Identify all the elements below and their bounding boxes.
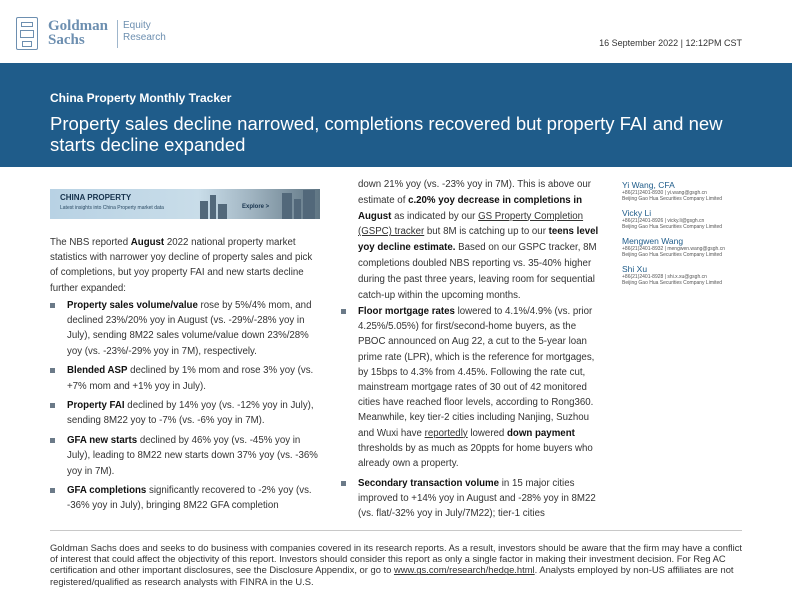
goldman-sachs-logo [48, 19, 108, 47]
promo-building-graphic [200, 201, 208, 219]
analyst-sidebar [622, 180, 772, 292]
analyst-firm: Beijing Gao Hua Securities Company Limited [622, 252, 723, 258]
publication-dateline: 16 September 2022 | 12:12PM CST [599, 38, 742, 48]
brand-line-1: Goldman [48, 18, 109, 34]
promo-building-graphic [303, 190, 315, 219]
brand-line-2: Sachs [48, 32, 85, 48]
reportedly-link[interactable]: reportedly [424, 427, 468, 439]
analyst-contact[interactable]: +86(21)2401-8932 | mengwen.wang@gsgh.cn [622, 246, 725, 252]
analyst-name[interactable]: Yi Wang, CFA [622, 180, 675, 190]
disclaimer-text: Goldman Sachs does and seeks to do business with companies covered in its research reports. As a result, investors should be aware that the firm may have a conflict of interest that could affect the objectivity of this report. Investors should consider this report as only a single factor in making their investment decision. For Reg AC certification and other important disclosures, see the Disclosure Appendix, or go to www.gs.com/research/hedge.html. Analysts employed by non-US affiliates are not registered/qualified as research analysts with FINRA in the U.S. [50, 542, 743, 587]
analyst-name[interactable]: Mengwen Wang [622, 236, 684, 246]
report-title: Property sales decline narrowed, completions recovered but property FAI and new starts decline expanded [50, 113, 723, 155]
bullet-square-icon [50, 403, 55, 408]
research-line-1: Equity [123, 20, 151, 31]
bullet-secondary-transactions: Secondary transaction volume in 15 major cities improved to +14% yoy in August and -28% yoy in 8M22 (vs. flat/-32% yoy in July/7M22); tier-1 cities [341, 476, 606, 522]
bullet-square-icon [50, 438, 55, 443]
bullet-sales-volume: Property sales volume/value rose by 5%/4% mom, and declined 23%/20% yoy in August (vs. -29%/-28% yoy in July), sending 8M22 sales volume/value down 23%/28% yoy (vs. -23%/-29% yoy in 7M), respectively. [50, 298, 325, 359]
analyst-firm: Beijing Gao Hua Securities Company Limited [622, 196, 723, 202]
analyst-contact[interactable]: +86(21)2401-8930 | yi.wang@gsgh.cn [622, 190, 707, 196]
gao-hua-seal-logo [16, 17, 38, 50]
analyst-contact[interactable]: +86(21)2401-8928 | shi.x.xu@gsgh.cn [622, 274, 707, 280]
analyst-card [622, 180, 772, 202]
bullet-square-icon [341, 309, 346, 314]
intro-paragraph: The NBS reported August 2022 national property market statistics with narrower yoy decline of property sales and pick of completions, but yoy property FAI and new starts decline further expanded: [50, 237, 313, 294]
key-stats-bullet-list [50, 298, 325, 518]
promo-building-graphic [294, 199, 301, 219]
analyst-firm: Beijing Gao Hua Securities Company Limited [622, 224, 723, 230]
china-property-promo-banner[interactable] [50, 189, 320, 219]
bullet-blended-asp: Blended ASP declined by 1% mom and rose 3% yoy (vs. +7% mom and +1% yoy in July). [50, 363, 325, 393]
analyst-card [622, 264, 772, 286]
promo-title: CHINA PROPERTY [60, 193, 132, 202]
bullet-square-icon [50, 368, 55, 373]
market-bullet-list [341, 304, 606, 526]
analyst-contact[interactable]: +86(21)2401-8926 | vicky.li@gsgh.cn [622, 218, 705, 224]
bullet-square-icon [341, 481, 346, 486]
bullet-square-icon [50, 488, 55, 493]
title-banner [0, 63, 792, 167]
gspc-tracker-link[interactable]: GS Property Completion (GSPC) tracker [358, 210, 584, 238]
analyst-name[interactable]: Shi Xu [622, 264, 648, 274]
bullet-gfa-completions: GFA completions significantly recovered to -2% yoy (vs. -36% yoy in July), bringing 8M22 GFA completion [50, 483, 325, 513]
analyst-firm: Beijing Gao Hua Securities Company Limited [622, 280, 723, 286]
disclosure-link[interactable]: www.gs.com/research/hedge.html [393, 564, 535, 576]
completions-continued-paragraph: down 21% yoy (vs. -23% yoy in 7M). This is above our estimate of c.20% yoy decrease in completions in August as indicated by our GS Property Completion (GSPC) tracker but 8M is catching up to our teens level yoy decline estimate. Based on our GSPC tracker, 8M completions doubled NBS reporting vs. 35-40% higher during the past three years, leaving room for sequential catch-up within the upcoming months. [358, 179, 599, 301]
seal-glyph-middle [20, 30, 34, 38]
promo-subtitle: Latest insights into China Property market data [60, 205, 164, 211]
research-label [123, 20, 166, 44]
analyst-name[interactable]: Vicky Li [622, 208, 652, 218]
bullet-mortgage-rates: Floor mortgage rates lowered to 4.1%/4.9% (vs. prior 4.25%/5.05%) for first/second-home buyers, as the PBOC announced on Aug 22, a cut to the 5-year loan prime rate (LPR), which is the reference for mortgages, by 15bps to 4.3% from 4.45%. Following the rate cut, mainstream mortgage rates of 30 out of 42 monitored cities have reached floor levels, according to Rong360. Meanwhile, key tier-2 cities including Nanjing, Suzhou and Wuxi have reportedly lowered down payment thresholds by as much as 20ppts for home buyers who already own a property. [341, 304, 606, 471]
promo-building-graphic [218, 204, 227, 219]
seal-glyph-top [21, 22, 33, 27]
analyst-card [622, 208, 772, 230]
bullet-square-icon [50, 303, 55, 308]
analyst-card [622, 236, 772, 258]
bullet-property-fai: Property FAI declined by 14% yoy (vs. -12% yoy in July), sending 8M22 yoy to -7% (vs. -6% yoy in 7M). [50, 398, 325, 428]
promo-building-graphic [210, 195, 216, 219]
bullet-gfa-new-starts: GFA new starts declined by 46% yoy (vs. -45% yoy in July), leading to 8M22 new starts down 37% yoy (vs. -36% yoy in 7M). [50, 433, 325, 479]
seal-glyph-bottom [22, 41, 32, 47]
footer-divider [50, 530, 742, 531]
promo-building-graphic [282, 193, 292, 219]
brand-divider [117, 20, 118, 48]
promo-explore-button[interactable]: Explore > [242, 204, 270, 210]
research-line-2: Research [123, 32, 166, 43]
series-name: China Property Monthly Tracker [50, 91, 232, 105]
